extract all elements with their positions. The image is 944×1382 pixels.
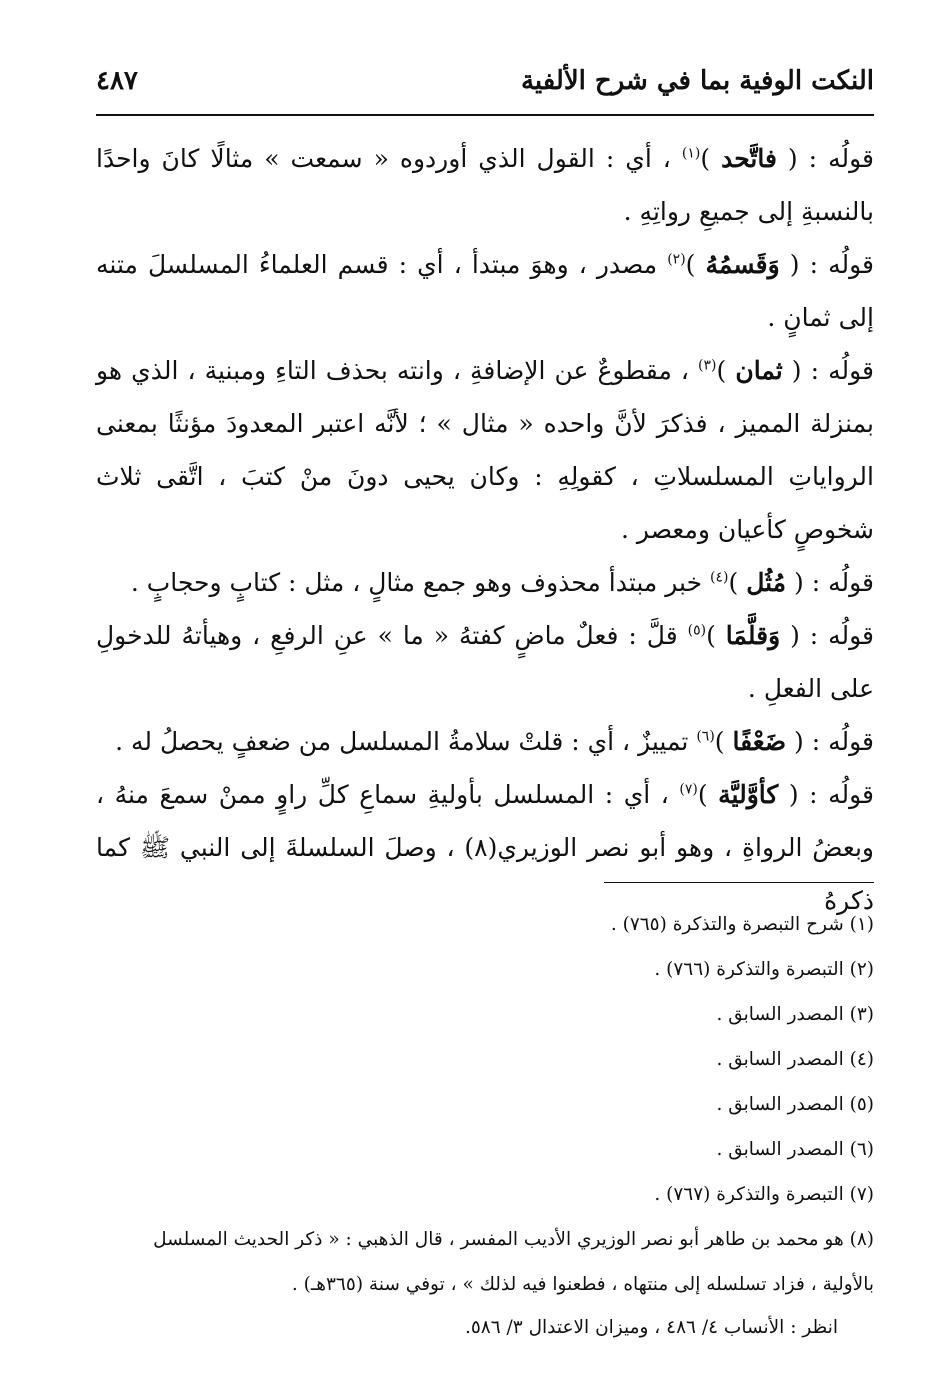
quote-close: ) [728,568,739,597]
footnote-separator [604,882,874,883]
quote-lead: قولُه : ( [794,568,874,597]
quoted-term: وَقلَّمَا [725,621,781,650]
quoted-term: وَقَسمُهُ [705,250,780,279]
paragraph [96,715,874,768]
paragraph [96,344,874,556]
quote-close: ) [697,780,708,809]
quote-lead: قولُه : ( [790,621,874,650]
paragraph [96,238,874,344]
footnotes [96,902,874,1349]
quote-lead: قولُه : ( [787,144,874,173]
footnote-marker[interactable]: (٦) [696,728,715,745]
paragraph-text: ، أي : المسلسل بأوليةِ سماعِ كلِّ راوٍ ممنْ سمعَ منهُ ، وبعضُ الرواةِ ، وهو أبو نصر الوزيري(٨) ، وصلَ السلسلةَ إلى النبي ﷺ كما ذكرهُ [96,780,874,915]
footnote-reference: انظر : الأنساب ٤/ ٤٨٦ ، وميزان الاعتدال ٣/ ٥٨٦. [464,1317,838,1338]
footnote-marker[interactable]: (٢) [667,251,686,268]
paragraph-text: ، مقطوعٌ عن الإضافةِ ، وانته بحذف التاءِ ومبنية ، الذي هو بمنزلة المميز ، فذكرَ لأنَّ واحده « مثال » ؛ لأنَّه اعتبر المعدودَ مؤنثًا بمعنى الرواياتِ المسلسلاتِ ، كقولِهِ : وكان يحيى دونَ منْ كتبَ ، اتَّقى ثلاث شخوصٍ كأعيان ومعصر . [96,356,874,544]
header-rule [96,114,874,116]
footnote: (٦) المصدر السابق . [716,1139,874,1160]
paragraph [96,556,874,609]
paragraph-text: مصدر ، وهوَ مبتدأ ، أي : قسم العلماءُ المسلسلَ متنه إلى ثمانٍ . [96,250,874,332]
footnote: (١) شرح التبصرة والتذكرة (٧٦٥) . [610,914,874,935]
paragraph-text: ، أي : القول الذي أوردوه « سمعت » مثالًا كانَ واحدًا بالنسبةِ إلى جميعِ رواتِهِ . [96,144,874,226]
quote-close: ) [714,727,725,756]
quote-close: ) [716,356,727,385]
footnote-marker[interactable]: (٤) [710,569,729,586]
main-text [96,132,874,927]
quoted-term: ثمان [735,356,783,385]
paragraph-text: خبر مبتدأ محذوف وهو جمع مثالٍ ، مثل : كتابٍ وحجابٍ . [130,568,703,597]
footnote-marker[interactable]: (٣) [698,357,717,374]
footnote-marker[interactable]: (١) [681,145,701,162]
book-title: النكت الوفية بما في شرح الألفية [520,66,874,96]
footnote-marker[interactable]: (٧) [679,781,698,798]
footnote: (٤) المصدر السابق . [716,1049,874,1070]
footnote: (٣) المصدر السابق . [716,1004,874,1025]
running-header [96,60,874,112]
paragraph [96,609,874,715]
quote-lead: قولُه : ( [794,727,874,756]
footnote-marker[interactable]: (٥) [687,622,707,639]
footnote: (٨) هو محمد بن طاهر أبو نصر الوزيري الأديب المفسر ، قال الذهبي : « ذكر الحديث المسلسل بالأولية ، فزاد تسلسله إلى منتهاه ، فطعنوا فيه لذلك » ، توفي سنة (٣٦٥هـ) . [153,1229,874,1295]
quote-close: ) [706,621,716,650]
quote-close: ) [700,144,711,173]
page-number: ٤٨٧ [96,66,138,96]
footnote: (٧) التبصرة والتذكرة (٧٦٧) . [654,1184,874,1205]
quote-close: ) [685,250,696,279]
paragraph-text: تمييزٌ ، أي : قلتْ سلامةُ المسلسل من ضعفٍ يحصلُ له . [115,727,689,756]
footnote: (٢) التبصرة والتذكرة (٧٦٦) . [654,959,874,980]
paragraph [96,132,874,238]
paragraph-text: قلَّ : فعلٌ ماضٍ كفتهُ « ما » عنِ الرفعِ ، وهيأتهُ للدخولِ على الفعلِ . [96,621,874,703]
quote-lead: قولُه : ( [789,250,874,279]
quoted-term: ضَعْفًا [732,727,787,756]
quoted-term: كأوَّليَّة [718,780,779,809]
quote-lead: قولُه : ( [791,356,874,385]
quote-lead: قولُه : ( [788,780,874,809]
quoted-term: فاتَّحد [721,144,777,173]
footnote: (٥) المصدر السابق . [716,1094,874,1115]
quoted-term: مُثُل [746,568,787,597]
